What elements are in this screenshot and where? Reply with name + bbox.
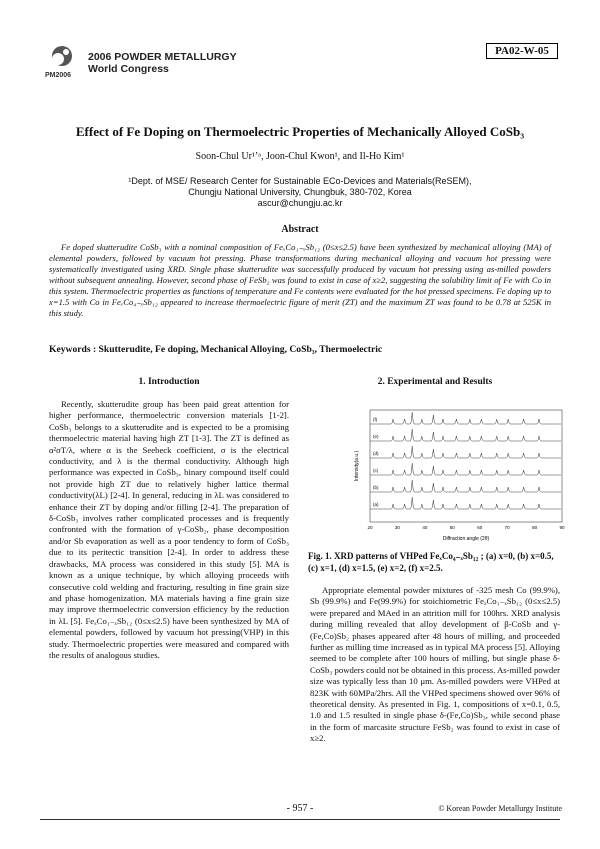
conference-title [88,51,237,75]
plot-frame [370,410,562,522]
results-body [310,585,560,745]
figure-caption: Fig. 1. XRD patterns of VHPed FeₓCo₄₋ₓSb₁₂ ; (a) x=0, (b) x=0.5, (c) x=1, (d) x=1.5, (e) x=2, (f) x=2.5. [308,551,554,573]
x-tick-label: 50 [449,525,455,530]
trace-label: (c) [373,468,379,473]
xrd-trace [370,412,561,424]
x-tick-label: 80 [532,525,538,530]
y-axis-label: Intensity(a.u.) [354,450,360,482]
x-axis-label: Diffraction angle (2θ) [442,536,490,542]
conference-line2: World Congress [88,63,169,75]
xrd-figure [352,404,567,544]
conference-line1: 2006 POWDER METALLURGY [88,51,237,63]
affiliation [40,176,560,209]
trace-label: (e) [373,434,379,439]
trace-group [370,412,561,509]
x-tick-label: 20 [367,525,373,530]
authors: Soon-Chul Ur¹ʼᵃ, Joon-Chul Kwon¹, and Il-Ho Kim¹ [195,151,405,162]
paper-title: Effect of Fe Doping on Thermoelectric Properties of Mechanically Alloyed CoSb₃ [75,124,525,139]
xrd-trace [370,497,561,509]
xrd-trace [370,463,561,475]
x-tick-label: 90 [559,525,565,530]
trace-label: (b) [373,485,379,490]
xrd-trace [370,446,561,458]
page-number: - 957 - [286,803,314,814]
x-tick-label: 40 [422,525,428,530]
affiliation-line2: Chungju National University, Chungbuk, 380-702, Korea [188,187,412,197]
xrd-trace [370,480,561,492]
xrd-plot [352,404,567,544]
results-heading: 2. Experimental and Results [377,377,493,387]
x-tick-label: 60 [477,525,483,530]
intro-body [49,399,289,661]
results-paragraph: Appropriate elemental powder mixtures of -325 mesh Co (99.9%), Sb (99.9%) and Fe(99.9%) for stoichiometric FeₓCo₁₋ₓSb₁₂ (0≤x≤2.5) were prepared and MAed in an attrition mill for 100hrs. XRD analysis during milling revealed that alloy development of β-CoSb and γ-(Fe,Co)Sb₂ phases appeared after 48 hours of milling, and proceeded further as milling time increased as in typical MA process [5]. Alloying seemed to be complete after 100 hours of milling, but single phase δ-CoSb₃ powders could not be obtained in this process. As-milled powder size was typically less than 10 μm. As-milled powders were VHPed at 823K with 60MPa/2hrs. All the VHPed specimens showed over 96% of theoretical density. As presented in Fig. 1, compositions of x=0.1, 0.5, 1.0 and 1.5 resulted in single phase δ-(Fe,Co)Sb₃, while second phase in the form of marcasite structure FeSb₂ was found to exist in case of x≥2. [310,585,560,744]
affiliation-email: ascur@chungju.ac.kr [257,198,343,208]
intro-heading: 1. Introduction [138,377,200,387]
logo-label: PM2006 [45,72,72,79]
abstract-heading: Abstract [281,224,319,235]
x-tick-label: 30 [394,525,400,530]
x-tick-label: 70 [504,525,510,530]
trace-label: (f) [373,417,378,422]
copyright: © Korean Powder Metallurgy Institute [438,804,562,813]
conference-logo [45,44,75,84]
affiliation-line1: ¹Dept. of MSE/ Research Center for Sustainable ECo-Devices and Materials(ReSEM), [128,176,472,186]
paper-code-badge: PA02-W-05 [486,43,558,59]
abstract-text: Fe doped skutterudite CoSb₃ with a nominal composition of FeₓCo₁₋ₓSb₁₂ (0≤x≤2.5) have been synthesized by mechanical alloying (MA) of elemental powders, followed by vacuum hot pressing. Phase transformations during mechanical alloying and vacuum hot pressing were systematically investigated using XRD. Single phase skutterudite was successfully produced by vacuum hot pressing using as-milled powders without subsequent annealing. However, second phase of FeSb₂ was found to exist in case of x≥2, suggesting the solubility limit of Fe with Co in this system. Thermoelectric properties as functions of temperature and Fe contents were evaluated for the hot pressed specimens. Fe doping up to x=1.5 with Co in FeₓCo₄₋ₓSb₁₂ appeared to increase thermoelectric figure of merit (ZT) and the maximum ZT was found to be 0.78 at 525K in this study. [49,242,551,318]
xrd-trace [370,429,561,441]
trace-label: (d) [373,451,379,456]
keywords: Keywords : Skutterudite, Fe doping, Mechanical Alloying, CoSb₃, Thermoelectric [49,344,383,355]
trace-label: (a) [373,502,379,507]
xtick-group [367,525,565,530]
footer-rule [40,819,560,820]
intro-paragraph: Recently, skutterudite group has been paid great attention for higher performance, thermoelectric conversion materials [1-2]. CoSb₃ belongs to a skutterudite and is expected to be a promising thermoelectric material having high ZT [1-3]. The ZT is defined as α²σT/λ, where α is the Seebeck coefficient, σ is the electrical conductivity, and λ is the thermal conductivity. Although high performance was expected in CoSb₃, binary compound itself could not provide high ZT due to relatively higher lattice thermal conductivity(λL) [2-4]. In general, reducing in λL was considered to enhance their ZT by doping and/or filling [2-4]. The preparation of δ-CoSb₃ involves rather complicated processes and is frequently confronted with the formation of γ-CoSb₂, phase decomposition and/or Sb evaporation as well as a poor tendency to form of CoSb₃ due to its peritectic transition [2-4]. In order to address these drawbacks, MA process was considered in this study [5]. MA is known as a unique technique, by which alloying proceeds with consecutive cold welding and fracturing, resulting in fine grain size and phase homogenization. MA materials having a fine grain size may improve thermoelectric conversion efficiency by the reduction in λL [5]. FeₓCo₁₋ₓSb₁₂ (0≤x≤2.5) have been synthesized by MA of elemental powders, followed by vacuum hot pressing(VHP) in this study. Thermoelectric properties were measured and compared with the results of analogous studies. [49,399,289,660]
